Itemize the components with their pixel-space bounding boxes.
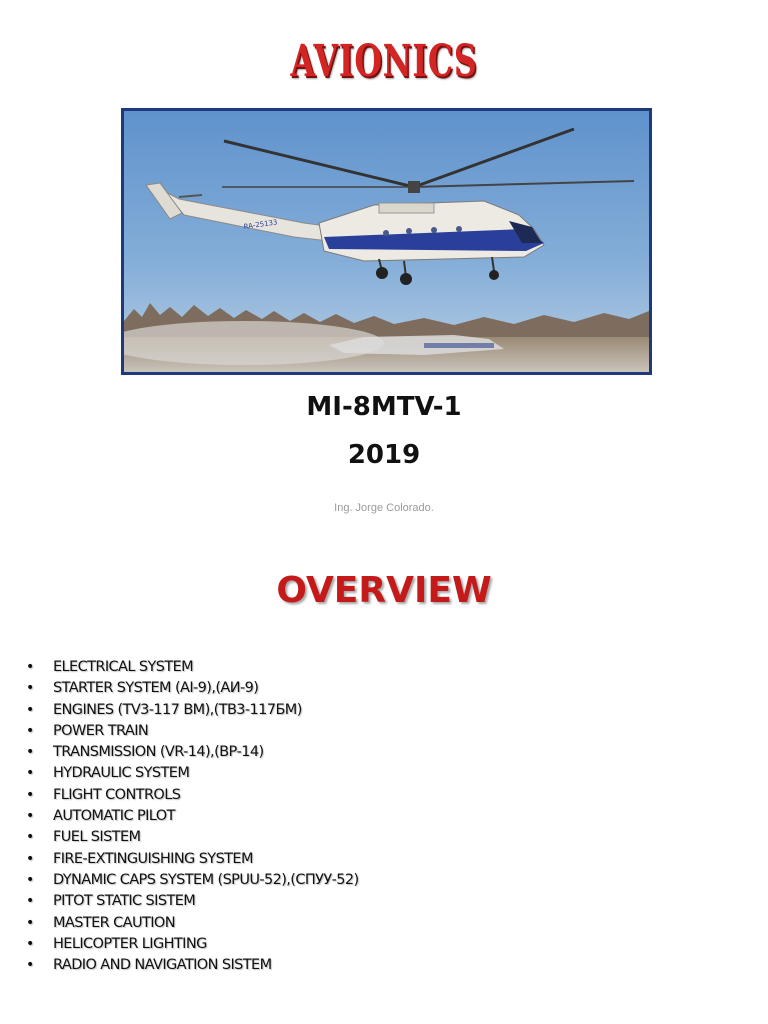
list-item: [26, 742, 359, 763]
bullet-icon: •: [26, 744, 35, 761]
topic-label: ELECTRICAL SYSTEM: [53, 659, 194, 675]
list-item: [26, 955, 359, 976]
list-item: [26, 785, 359, 806]
bullet-icon: •: [26, 829, 35, 846]
list-item: [26, 657, 359, 678]
bullet-icon: •: [26, 765, 35, 782]
topic-label: AUTOMATIC PILOT: [53, 808, 175, 825]
bullet-icon: •: [26, 680, 35, 697]
bullet-icon: •: [26, 850, 35, 867]
topic-label: RADIO AND NAVIGATION SISTEM: [53, 957, 272, 974]
list-item: [26, 891, 359, 912]
topic-label: TRANSMISSION (VR-14),(ВР-14): [53, 744, 264, 761]
bullet-icon: •: [26, 893, 35, 910]
topic-label: STARTER SYSTEM (AI-9),(АИ-9): [53, 680, 259, 697]
bullet-icon: •: [26, 722, 35, 739]
list-item: [26, 849, 359, 870]
topic-label: ENGINES (TV3-117 BM),(ТВ3-117БМ): [53, 701, 302, 718]
list-item: [26, 806, 359, 827]
topic-label: MASTER CAUTION: [53, 914, 175, 931]
year: 2019: [347, 440, 421, 470]
topic-label: HYDRAULIC SYSTEM: [53, 765, 190, 782]
topic-list: [26, 657, 359, 976]
helicopter-photo-art: [124, 111, 649, 372]
topic-label: DYNAMIC CAPS SYSTEM (SPUU-52),(СПУУ-52): [53, 871, 359, 888]
list-item: [26, 870, 359, 891]
topic-label: HELICOPTER LIGHTING: [53, 935, 207, 952]
bullet-icon: •: [26, 786, 35, 803]
list-item: [26, 721, 359, 742]
topic-label: PITOT STATIC SISTEM: [53, 893, 196, 910]
registration-mark: RA-25133: [243, 218, 278, 231]
author-credit: Ing. Jorge Colorado.: [334, 502, 434, 514]
bullet-icon: •: [26, 659, 35, 675]
list-item: [26, 763, 359, 784]
list-item: [26, 934, 359, 955]
bullet-icon: •: [26, 808, 35, 825]
helicopter-photo: [121, 108, 652, 375]
list-item: [26, 827, 359, 848]
list-item: [26, 913, 359, 934]
aircraft-model: MI-8MTV-1: [306, 392, 462, 422]
bullet-icon: •: [26, 871, 35, 888]
list-item: [26, 700, 359, 721]
overview-heading: OVERVIEW: [276, 570, 492, 611]
topic-label: POWER TRAIN: [53, 722, 149, 739]
page-title: AVIONICS: [290, 36, 478, 87]
topic-label: FLIGHT CONTROLS: [53, 786, 181, 803]
topic-label: FUEL SISTEM: [53, 829, 141, 846]
topic-label: FIRE-EXTINGUISHING SYSTEM: [53, 850, 253, 867]
bullet-icon: •: [26, 701, 35, 718]
bullet-icon: •: [26, 957, 35, 974]
bullet-icon: •: [26, 914, 35, 931]
list-item: [26, 678, 359, 699]
bullet-icon: •: [26, 935, 35, 952]
